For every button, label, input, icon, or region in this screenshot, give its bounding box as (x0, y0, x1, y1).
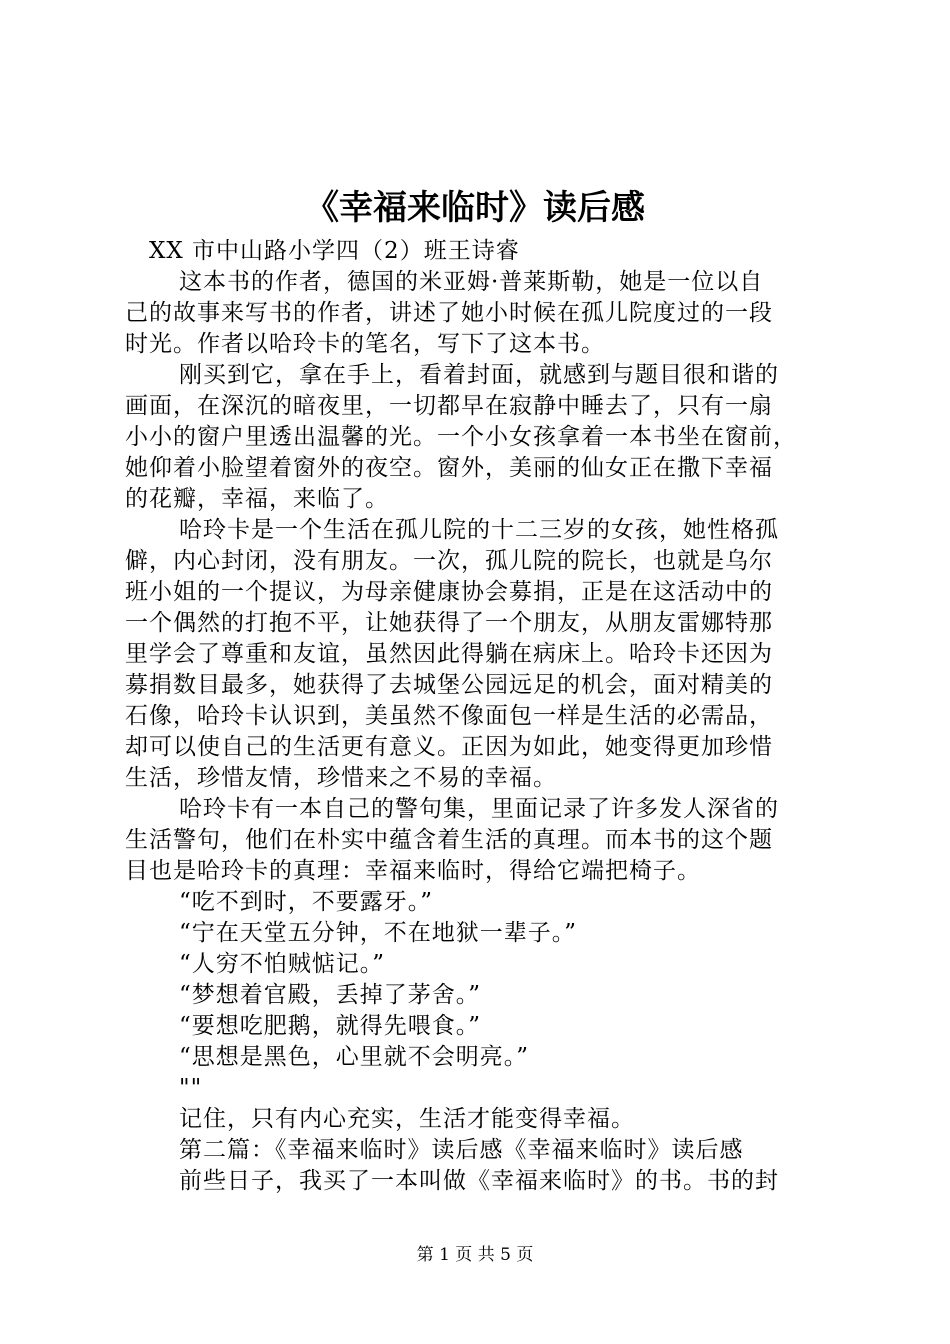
document-body (125, 236, 845, 1197)
body-line: 这本书的作者，德国的米亚姆·普莱斯勒，她是一位以自 (179, 269, 764, 295)
body-line: 生活，珍惜友情，珍惜来之不易的幸福。 (125, 765, 557, 791)
page-footer: 第 1 页 共 5 页 (416, 1245, 534, 1265)
body-line: 哈玲卡是一个生活在孤儿院的十二三岁的女孩，她性格孤 (179, 517, 779, 543)
body-line: “要想吃肥鹅，就得先喂食。” (179, 1013, 482, 1039)
body-line: 班小姐的一个提议，为母亲健康协会募捐，正是在这活动中的 (125, 579, 773, 605)
body-line: 己的故事来写书的作者，讲述了她小时候在孤儿院度过的一段 (125, 300, 773, 326)
body-line: 画面，在深沉的暗夜里，一切都早在寂静中睡去了，只有一扇 (125, 393, 773, 419)
body-line: “人穷不怕贼惦记。” (179, 951, 386, 977)
body-line: 她仰着小脸望着窗外的夜空。窗外，美丽的仙女正在撒下幸福 (125, 455, 773, 481)
body-line: 刚买到它，拿在手上，看着封面，就感到与题目很和谐的 (179, 362, 779, 388)
body-line: 时光。作者以哈玲卡的笔名，写下了这本书。 (125, 331, 605, 357)
body-line: 僻，内心封闭，没有朋友。一次，孤儿院的院长，也就是乌尔 (125, 548, 773, 574)
body-line: 记住，只有内心充实，生活才能变得幸福。 (179, 1106, 635, 1132)
body-line: 哈玲卡有一本自己的警句集，里面记录了许多发人深省的 (179, 796, 779, 822)
body-line: 第二篇：《幸福来临时》读后感《幸福来临时》读后感 (179, 1137, 744, 1163)
body-line: “吃不到时，不要露牙。” (179, 889, 434, 915)
body-line: 的花瓣，幸福，来临了。 (125, 486, 389, 512)
body-line: 石像，哈玲卡认识到，美虽然不像面包一样是生活的必需品， (125, 703, 773, 729)
body-line: 前些日子，我买了一本叫做《幸福来临时》的书。书的封 (179, 1168, 779, 1194)
body-line: “梦想着官殿，丢掉了茅舍。” (179, 982, 482, 1008)
body-line: 募捐数目最多，她获得了去城堡公园远足的机会，面对精美的 (125, 672, 773, 698)
document-title: 《幸福来临时》读后感 (305, 188, 645, 228)
body-line: 却可以使自己的生活更有意义。正因为如此，她变得更加珍惜 (125, 734, 773, 760)
body-line: 目也是哈玲卡的真理：幸福来临时，得给它端把椅子。 (125, 858, 701, 884)
body-line: 生活警句，他们在朴实中蕴含着生活的真理。而本书的这个题 (125, 827, 773, 853)
body-line: XX 市中山路小学四（2）班王诗睿 (149, 238, 520, 264)
body-line: 小小的窗户里透出温馨的光。一个小女孩拿着一本书坐在窗前， (125, 424, 797, 450)
body-line: 里学会了尊重和友谊，虽然因此得躺在病床上。哈玲卡还因为 (125, 641, 773, 667)
body-line: 一个偶然的打抱不平，让她获得了一个朋友，从朋友雷娜特那 (125, 610, 773, 636)
body-line: "" (179, 1075, 203, 1101)
body-line: “宁在天堂五分钟，不在地狱一辈子。” (179, 920, 578, 946)
body-line: “思想是黑色，心里就不会明亮。” (179, 1044, 530, 1070)
